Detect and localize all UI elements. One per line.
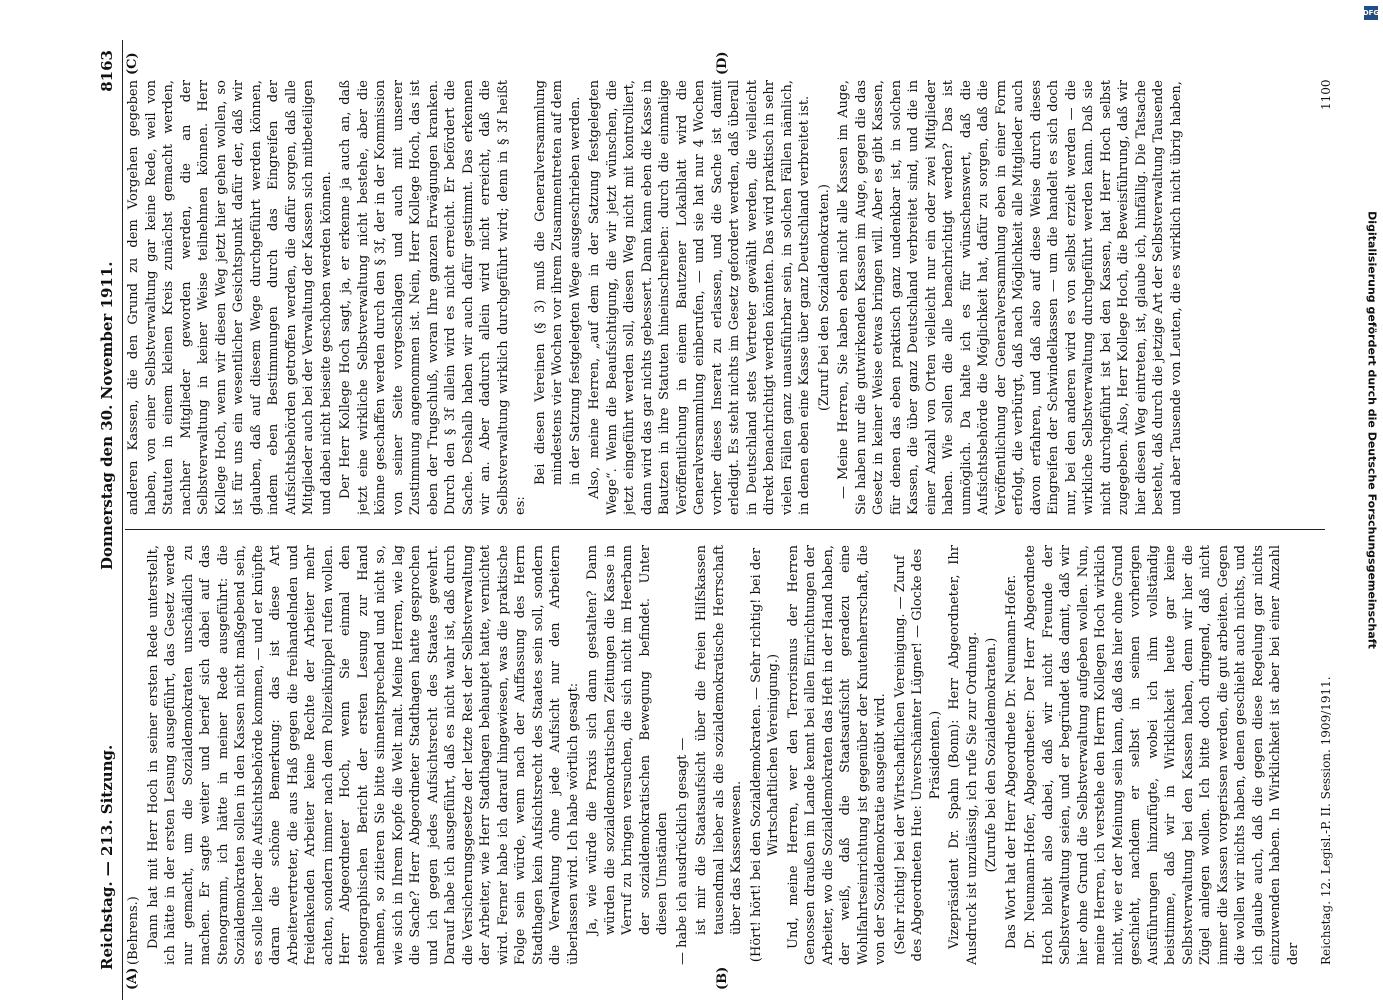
paragraph: Und, meine Herren, wer den Terrorismus der Herren Genossen draußen im Lande kennt bei allen Einrichtungen der Arbeiter, wo die Sozialdemokraten das Heft in der Hand haben, der weiß, daß die Staatsaufsicht geradezu eine Wohlfahrtseinrichtung ist gegenüber der Knutenherrschaft, die von der Sozialdemokratie ausgeübt wird.: [785, 545, 888, 965]
margin-marker-b: (B): [715, 966, 730, 990]
digitization-credit: Digitalisierung gefördert durch die Deutsche Forschungsgemeinschaft: [1365, 211, 1379, 649]
margin-marker-c: (C): [125, 52, 140, 75]
footer-left: Reichstag. 12. Legisl.-P. II. Session. 1909/1911.: [1319, 676, 1333, 965]
paragraph: — Meine Herren, Sie haben eben nicht alle Kassen im Auge, Sie haben nur die gutwirkenden Kassen im Auge, gegen die das Gesetz in keiner Weise etwas bringen will. Aber es gibt Kassen, für denen das eben praktisch ganz undenkbar ist, in solchen Kassen, die über ganz Deutschland verbreitet sind, und die in einer Anzahl von Orten vielleicht nur ein oder zwei Mitglieder haben. Wie sollen die alle benachrichtigt werden? Das ist unmöglich. Da halte ich es für wünschenswert, daß die Aufsichtsbehörde die Möglichkeit hat, dafür zu sorgen, daß die Veröffentlichung der Generalversammlung eben in einer Form erfolgt, die verbürgt, daß nach Möglichkeit alle Mitglieder auch davon erfahren, und daß also auf diese Weise durch dieses Eingreifen der Schwindelkassen — um die handelt es sich doch nur, bei den anderen wird es von selbst erzielt werden — die wirkliche Selbstverwaltung durchgeführt werden kann. Daß sie nicht durchgeführt ist bei den Kassen, hat Herr Hoch selbst zugegeben. Also, Herr Kollege Hoch, die Beweisführung, daß wir hier diesen Weg eintreten, ist, glaube ich, hinfällig. Die Tatsache besteht, daß durch die jetzige Art der Selbstverwaltung Tausende und aber Tausende von Leuten, die es wirklich nicht übrig haben,: [836, 80, 1184, 515]
reaction-note: (Sehr richtig! bei der Wirtschaftlichen Vereinigung. — Zuruf des Abgeordneten Hue: Unverschämter Lügner! — Glocke des Präsidenten.): [892, 548, 943, 962]
paragraph: Also, meine Herren, „auf dem in der Satzung festgelegten Wege“. Wenn die Beaufsichtigung, die wir jetzt wünschen, die jetzt eingeführt werden soll, diesen Weg nicht mit kontrolliert, dann wird das gar nichts gebessert. Dann kann eben die Kasse in Bautzen in ihre Statuten hineinschreiben: durch die einmalige Veröffentlichung in einem Bautzener Lokalblatt wird die Generalversammlung einberufen, — und sie hat nur 4 Wochen vorher dieses Inserat zu erlassen, und die Sache ist damit erledigt. Es steht nichts im Gesetz gefordert werden, daß überall in Deutschland stets Vertreter gewählt werden, die vielleicht direkt benachrichtigt werden könnten. Das wird praktisch in sehr vielen Fällen ganz unausführbar sein, in solchen Fällen nämlich, in denen eben eine Kasse über ganz Deutschland verbreitet ist.: [587, 80, 812, 515]
quoted-passage: ist mir die Staatsaufsicht über die freien Hilfskassen tausendmal lieber als die sozialdemokratische Herrschaft über das Kassenwesen.: [694, 545, 744, 935]
paragraph: Das Wort hat der Herr Abgeordnete Dr. Neumann-Hofer.: [1003, 574, 1019, 949]
rotated-print-sheet: [95, 40, 1335, 1000]
column-divider: [125, 529, 1325, 530]
footer-right: 1100: [1319, 79, 1333, 110]
header-rule: [122, 40, 123, 1000]
left-column: [125, 545, 1325, 965]
margin-marker-d: (D): [715, 51, 730, 75]
speaker-tag: (Behrens.): [126, 896, 141, 965]
reaction-note: (Hört! hört! bei den Sozialdemokraten. — Sehr richtig! bei der Wirtschaftlichen Vereinigung.): [748, 547, 781, 963]
header-center: Donnerstag den 30. November 1911.: [98, 261, 116, 570]
header-left: Reichstag. — 213. Sitzung.: [98, 744, 116, 970]
paragraph: anderen Kassen, die den Grund zu dem Vorgehen gegeben haben, von einer Selbstverwaltung gar keine Rede, weil von Statuten in einem kleinen Kreis zunächst gemacht werden, nachher Mitglieder geworden werden, die an der Selbstverwaltung in keiner Weise teilnehmen können. Herr Kollege Hoch, wenn wir diesen Weg jetzt hier gehen wollen, so ist für uns ein wesentlicher Gesichtspunkt dafür der, daß wir glauben, daß auf diesem Wege durchgeführt werden können, indem eben Bestimmungen durch das Eingreifen der Aufsichtsbehörden getroffen werden, die dafür sorgen, daß alle Mitglieder auch bei der Verwaltung der Kassen sich mitbeteiligen und dabei nicht beiseite geschoben werden können.: [126, 80, 334, 515]
paragraph: Vizepräsident Dr. Spahn (Bonn): Herr Abgeordneter, Ihr Ausdruck ist unzulässig, ich rufe Sie zur Ordnung.: [947, 545, 980, 965]
reaction-note: (Zuruf bei den Sozialdemokraten.): [816, 184, 832, 411]
dfg-logo: DFG: [1364, 6, 1378, 20]
reaction-note: (Zurufe bei den Sozialdemokraten.): [984, 637, 999, 873]
paragraph: Dann hat mit Herr Hoch in seiner ersten Rede unterstellt, ich hätte in der ersten Lesung ausgeführt, das Gesetz werde nur gemacht, um die Sozialdemokraten unschädlich zu machen. Er sagte weiter und berief sich dabei auf das Stenogramm, ich hätte in meiner Rede ausgeführt: die Sozialdemokraten sollen in den Kassen nicht maßgebend sein, es solle lieber die Aufsichtsbehörde kommen, — und er knüpfte daran die schöne Bemerkung: das ist diese Art Arbeitervertreter, die aus Haß gegen die freihandelnden und freidenkenden Arbeiter keine Rechte der Arbeiter mehr achten, sondern immer nach dem Polizeiknüppel rufen wollen. Herr Abgeordneter Hoch, wenn Sie einmal den stenographischen Bericht der ersten Lesung zur Hand nehmen, so zitieren Sie bitte sinnentsprechend und nicht so, wie sich in Ihrem Kopfe die Welt malt. Meine Herren, wie lag die Sache? Herr Abgeordneter Stadthagen hatte gesprochen und ich gegen jedes Aufsichtsrecht des Staates gewehrt. Darauf habe ich ausgeführt, daß es nicht wahr ist, daß durch die Versicherungsgesetze der letzte Rest der Selbstverwaltung der Arbeiter, wie Herr Stadthagen behauptet hatte, vernichtet wird. Ferner habe ich darauf hingewiesen, was die praktische Folge sein würde, wenn nach der Auffassung des Herrn Stadthagen kein Aufsichtsrecht des Staates sein soll, sondern die Verwaltung ohne jede Aufsicht nur den Arbeitern überlassen wird. Ich habe wörtlich gesagt:: [145, 545, 581, 965]
paragraph: Dr. Neumann-Hofer, Abgeordneter: Der Herr Abgeordnete Hoch bleibt also dabei, daß wir nicht Freunde der Selbstverwaltung seien, und er begründet das damit, daß wir hier ohne Grund die Selbstverwaltung aufgeben wollen. Nun, meine Herren, ich verstehe den Herrn Kollegen Hoch wirklich nicht, wie er der Meinung sein kann, daß das hier ohne Grund geschieht, nachdem er selbst in seinen vorherigen Ausführungen hinzufügte, wobei ich ihm vollständig beistimme, daß wir in Wirklichkeit heute gar keine Selbstverwaltung bei den Kassen haben, denn wir hier die Zügel anlegen wollen. Ich bitte doch dringend, daß nicht immer die Kassen vorgerissen werden, die gut arbeiten. Gegen die wollen wir nichts haben, denen geschieht auch nichts, und ich glaube auch, daß die gegen diese Regelung gar nichts einzuwenden haben. In Wirklichkeit ist aber bei einer Anzahl der: [1023, 545, 1301, 965]
right-column: [125, 80, 1325, 515]
interjection: — habe ich ausdrücklich gesagt —: [674, 737, 690, 965]
quoted-passage: Bei diesen Vereinen (§ 3) muß die Generalversammlung mindestens vier Wochen vor ihrem Zusammentreten auf dem in der Satzung festgelegten Wege ausgeschrieben werden.: [532, 80, 583, 485]
running-header: [95, 40, 121, 1000]
quoted-passage: Ja, wie würde die Praxis sich dann gestalten? Dann würden die sozialdemokratischen Zeitungen die Kasse in Verruf zu bringen versuchen, die sich nicht im Heerbann der sozialdemokratischen Bewegung befindet. Unter diesen Umständen: [585, 545, 670, 935]
page-number: 8163: [98, 50, 116, 92]
paragraph: Der Herr Kollege Hoch sagt, ja, er erkenne ja auch an, daß jetzt eine wirkliche Selbstverwaltung nicht bestehe, aber die könne geschaffen werden durch den § 3f, der in der Kommission von seiner Seite vorgeschlagen und auch mit unserer Zustimmung angenommen ist. Nein, Herr Kollege Hoch, das ist eben der Trugschluß, woran Ihre ganzen Erwägungen kranken. Durch den § 3f allein wird es nicht erreicht. Er befördert die Sache. Deshalb haben wir auch dafür gestimmt. Das erkennen wir an. Aber dadurch allein wird nicht erreicht, daß die Selbstverwaltung wirklich durchgeführt wird; denn in § 3f heißt es:: [338, 80, 528, 515]
margin-marker-a: (A): [125, 967, 140, 990]
